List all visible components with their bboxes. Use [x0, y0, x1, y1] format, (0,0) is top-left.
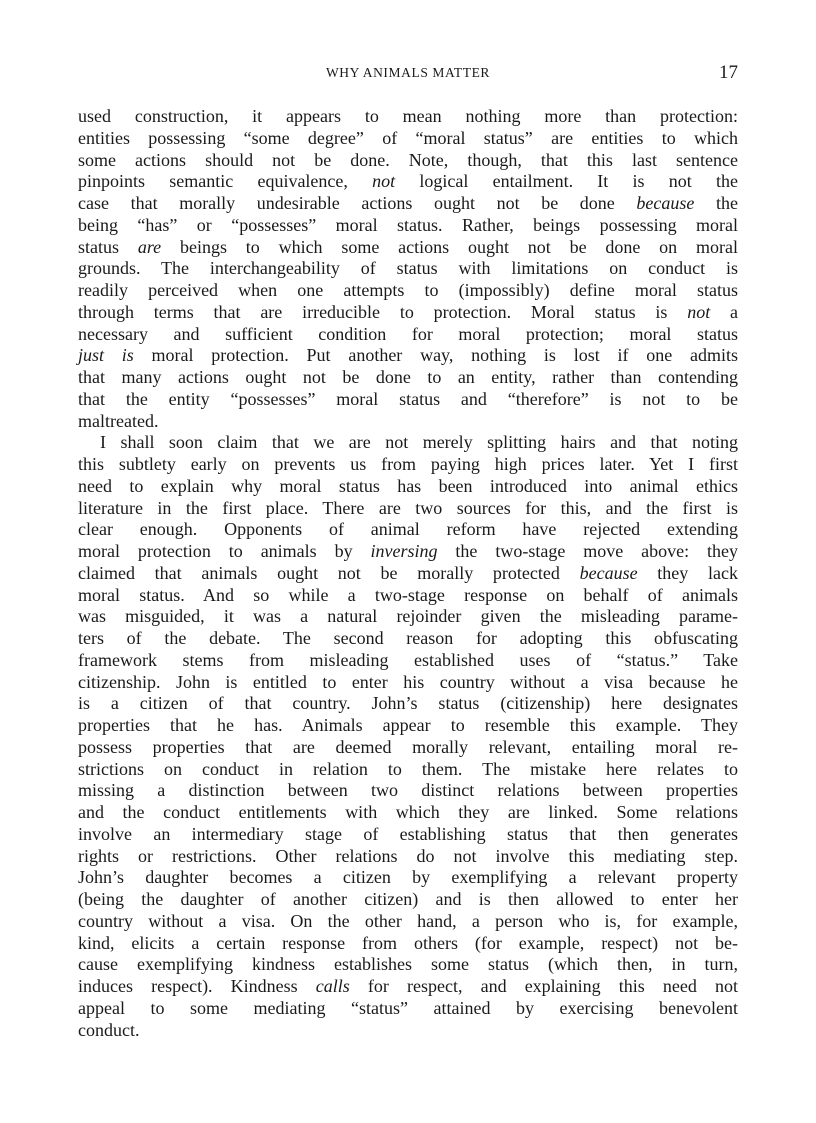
text-segment: kind, elicits a certain response from others (for example, respect) not be-: [78, 932, 738, 953]
text-line: [78, 280, 738, 302]
text-segment: properties that he has. Animals appear to resemble this example. They: [78, 715, 738, 735]
italic-text: because: [579, 562, 638, 583]
text-segment: beings to which some actions ought not be done on moral: [161, 236, 738, 257]
text-segment: entities possessing “some degree” of “moral status” are entities to which: [78, 127, 738, 148]
text-line: [78, 171, 738, 193]
text-segment: for respect, and explaining this need not: [349, 976, 738, 996]
italic-text: not: [687, 301, 711, 322]
text-segment: used construction, it appears to mean nothing more than protection:: [78, 106, 738, 126]
text-line: [78, 911, 738, 933]
text-line: [78, 193, 738, 215]
text-segment: John’s daughter becomes a citizen by exemplifying a relevant property: [78, 867, 738, 888]
text-line: [78, 519, 738, 541]
italic-text: just is: [78, 345, 134, 366]
text-line: [78, 628, 738, 650]
text-line: [78, 824, 738, 846]
text-segment: the two-stage move above: they: [437, 541, 738, 561]
text-line: [78, 563, 738, 585]
text-line: [78, 759, 738, 781]
text-segment: moral protection. Put another way, nothing is lost if one admits: [133, 345, 738, 366]
text-segment: I shall soon claim that we are not merely splitting hairs and that noting: [100, 432, 738, 453]
text-segment: moral status. And so while a two-stage response on behalf of animals: [78, 584, 738, 605]
text-segment: country without a visa. On the other hand, a person who is, for example,: [78, 910, 738, 931]
text-segment: missing a distinction between two distinct relations between properties: [78, 780, 738, 801]
text-segment: conduct.: [78, 1019, 140, 1040]
text-segment: the: [694, 193, 738, 213]
text-segment: ters of the debate. The second reason for adopting this obfuscating: [78, 628, 738, 648]
text-line: [78, 846, 738, 868]
text-line: [78, 432, 738, 454]
text-segment: need to explain why moral status has been introduced into animal ethics: [78, 475, 738, 496]
text-segment: maltreated.: [78, 410, 159, 431]
text-segment: through terms that are irreducible to protection. Moral status is: [78, 301, 688, 322]
text-line: [78, 737, 738, 759]
text-line: [78, 258, 738, 280]
text-segment: (being the daughter of another citizen) and is then allowed to enter her: [78, 889, 738, 909]
italic-text: because: [636, 193, 695, 213]
italic-text: are: [137, 236, 162, 257]
text-line: [78, 128, 738, 150]
text-segment: being “has” or “possesses” moral status. Rather, beings possessing moral: [78, 214, 738, 235]
running-title: WHY ANIMALS MATTER: [325, 65, 491, 80]
text-line: [78, 693, 738, 715]
italic-text: calls: [315, 976, 350, 996]
text-line: [78, 867, 738, 889]
text-segment: some actions should not be done. Note, though, that this last sentence: [78, 149, 738, 170]
text-line: [78, 650, 738, 672]
text-line: [78, 498, 738, 520]
text-segment: this subtlety early on prevents us from paying high prices later. Yet I first: [78, 454, 738, 474]
text-line: [78, 215, 738, 237]
text-line: [78, 367, 738, 389]
text-line: [78, 454, 738, 476]
text-segment: strictions on conduct in relation to them. The mistake here relates to: [78, 758, 738, 779]
text-line: [78, 345, 738, 367]
text-segment: necessary and sufficient condition for moral protection; moral status: [78, 323, 738, 344]
text-segment: citizenship. John is entitled to enter his country without a visa because he: [78, 671, 738, 692]
text-segment: was misguided, it was a natural rejoinder given the misleading parame-: [78, 606, 738, 627]
text-segment: a: [710, 301, 738, 322]
text-line: [78, 411, 738, 433]
text-segment: rights or restrictions. Other relations do not involve this mediating step.: [78, 845, 738, 866]
text-segment: grounds. The interchangeability of status with limitations on conduct is: [78, 258, 738, 279]
text-segment: claimed that animals ought not be morally protected: [78, 562, 580, 583]
text-segment: induces respect). Kindness: [78, 976, 316, 996]
text-segment: status: [78, 236, 138, 257]
text-line: [78, 976, 738, 998]
text-line: [78, 954, 738, 976]
text-line: [78, 302, 738, 324]
text-line: [78, 476, 738, 498]
italic-text: inversing: [370, 541, 438, 561]
italic-text: not: [372, 171, 396, 192]
text-segment: pinpoints semantic equivalence,: [78, 171, 373, 192]
page-number: 17: [719, 62, 738, 83]
text-segment: involve an intermediary stage of establishing status that then generates: [78, 823, 738, 844]
text-segment: clear enough. Opponents of animal reform have rejected extending: [78, 519, 738, 540]
text-line: [78, 802, 738, 824]
text-segment: appeal to some mediating “status” attained by exercising benevolent: [78, 997, 738, 1018]
text-segment: that many actions ought not be done to an entity, rather than contending: [78, 367, 738, 387]
text-line: [78, 933, 738, 955]
text-segment: framework stems from misleading established uses of “status.” Take: [78, 649, 738, 670]
text-line: [78, 585, 738, 607]
text-segment: readily perceived when one attempts to (impossibly) define moral status: [78, 280, 738, 300]
text-line: [78, 237, 738, 259]
text-segment: possess properties that are deemed morally relevant, entailing moral re-: [78, 736, 738, 757]
text-segment: moral protection to animals by: [78, 541, 371, 561]
text-segment: is a citizen of that country. John’s status (citizenship) here designates: [78, 693, 738, 714]
text-line: [78, 998, 738, 1020]
text-segment: that the entity “possesses” moral status and “therefore” is not to be: [78, 388, 738, 409]
text-segment: and the conduct entitlements with which they are linked. Some relations: [78, 802, 738, 822]
text-line: [78, 106, 738, 128]
text-segment: case that morally undesirable actions ought not be done: [78, 193, 637, 213]
text-line: [78, 672, 738, 694]
text-line: [78, 780, 738, 802]
text-segment: logical entailment. It is not the: [395, 171, 738, 192]
running-head: [78, 62, 738, 86]
text-segment: cause exemplifying kindness establishes some status (which then, in turn,: [78, 954, 738, 975]
text-line: [78, 606, 738, 628]
text-line: [78, 324, 738, 346]
body-text: [78, 106, 738, 1041]
text-line: [78, 889, 738, 911]
text-line: [78, 541, 738, 563]
text-line: [78, 1020, 738, 1042]
text-segment: literature in the first place. There are two sources for this, and the first is: [78, 497, 738, 518]
text-line: [78, 389, 738, 411]
text-line: [78, 150, 738, 172]
text-segment: they lack: [637, 562, 738, 583]
text-line: [78, 715, 738, 737]
